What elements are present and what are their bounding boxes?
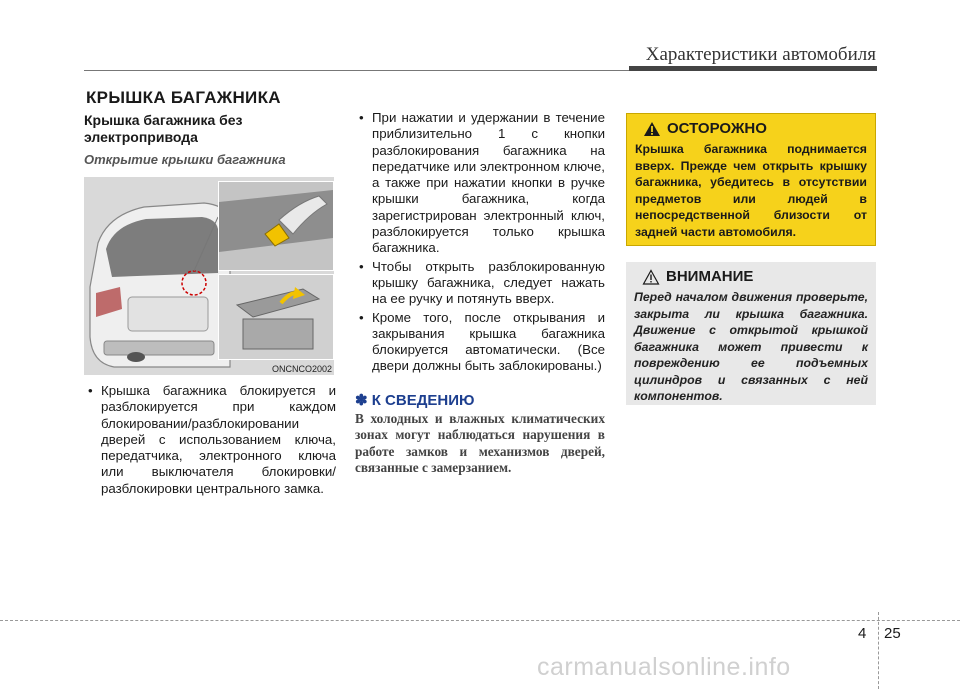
header-rule-accent bbox=[629, 66, 877, 71]
info-body: В холодных и влажных климатических зонах могут наблюдаться нарушения в работе замков и механизмов дверей, связанные с замерзанием. bbox=[355, 410, 605, 476]
handle-press-inset bbox=[218, 181, 334, 271]
chapter-header-title: Характеристики автомобиля bbox=[645, 44, 876, 65]
italic-heading: Открытие крышки багажника bbox=[84, 152, 286, 167]
caution-body: Крышка багажника поднимается вверх. Прежде чем открыть крышку багажника, убедитесь в отсутствии предметов или людей в непосредственной близости от задней части автомобиля. bbox=[635, 142, 867, 239]
caution-title: ОСТОРОЖНО bbox=[667, 120, 767, 137]
header-rule bbox=[84, 70, 629, 71]
chapter-number: 4 bbox=[858, 625, 867, 642]
section-title: КРЫШКА БАГАЖНИКА bbox=[86, 88, 281, 107]
caution-header bbox=[643, 120, 867, 137]
list-item: • При нажатии и удержании в течение приблизительно 1 с кнопки разблокирования багажника на передатчике или электронном ключе, а также при нажатии кнопки в ручке крышки багажника, когда зарегистрирован электронный ключ, разблокируется только крышка багажника. bbox=[355, 110, 605, 257]
tailgate-open-inset bbox=[218, 274, 334, 360]
tailgate-illustration bbox=[84, 177, 334, 375]
footer-rule bbox=[0, 620, 960, 621]
figure-code: ONCNCO2002 bbox=[271, 364, 332, 374]
left-column bbox=[84, 112, 336, 497]
caution-triangle-outline-icon bbox=[642, 269, 660, 285]
notice-title: ВНИМАНИЕ bbox=[666, 268, 754, 285]
warning-triangle-icon bbox=[643, 121, 661, 137]
bullet-list bbox=[355, 110, 605, 375]
notice-header bbox=[642, 268, 868, 285]
subsection-title: Крышка багажника без электропривода bbox=[84, 112, 243, 145]
middle-column bbox=[355, 110, 605, 477]
notice-box bbox=[626, 262, 876, 405]
page-number: 25 bbox=[884, 625, 901, 642]
notice-body: Перед началом движения проверьте, закрыта ли крышка багажника. Движение с открытой крышкой багажника может привести к повреждению ее подъемных цилиндров и связанных с ней компонентов. bbox=[634, 290, 868, 403]
caution-box bbox=[626, 113, 876, 246]
watermark: carmanualsonline.info bbox=[537, 653, 791, 681]
list-item: • Чтобы открыть разблокированную крышку багажника, следует нажать на ее ручку и потянуть вверх. bbox=[355, 259, 605, 308]
bullet-list bbox=[84, 383, 336, 497]
info-title: ✽ К СВЕДЕНИЮ bbox=[355, 391, 475, 409]
footer-divider bbox=[878, 612, 880, 689]
list-item: • Кроме того, после открывания и закрывания крышка багажника блокируется автоматически. (Все двери должны быть заблокированы.) bbox=[355, 310, 605, 375]
list-item: • Крышка багажника блокируется и разблокируется при каждом блокировании/разблокировании дверей с использованием ключа, передатчика, электронного ключа или выключателя блокировки/разблокировки центрального замка. bbox=[84, 383, 336, 497]
